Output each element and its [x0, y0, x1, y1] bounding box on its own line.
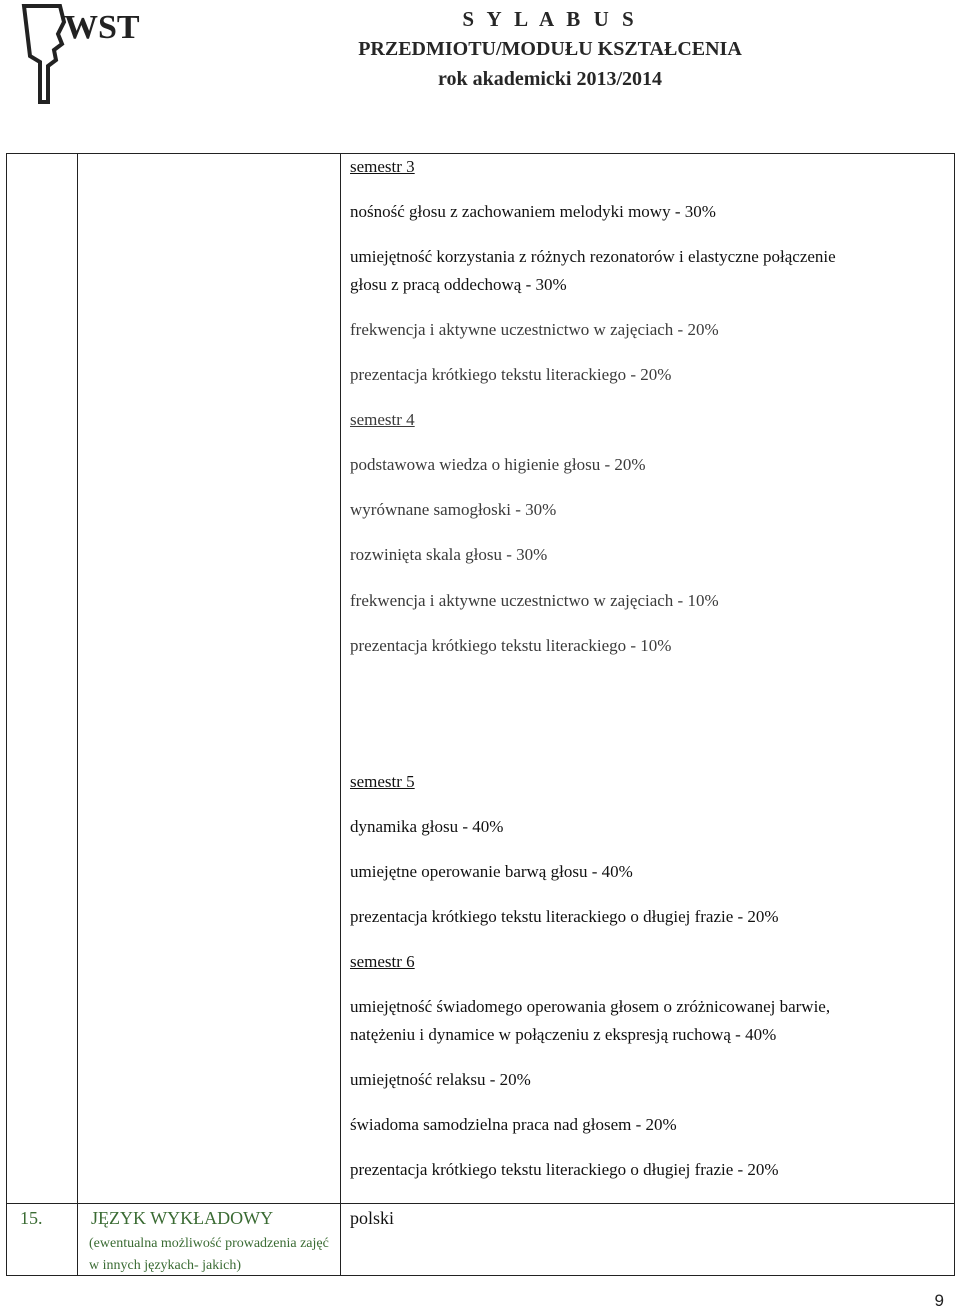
criterion-item: umiejętność korzystania z różnych rezonatorów i elastyczne połączenie — [350, 247, 836, 266]
header-subtitle: PRZEDMIOTU/MODUŁU KSZTAŁCENIA — [358, 38, 742, 60]
row-label: JĘZYK WYKŁADOWY — [91, 1208, 274, 1228]
semester-4-heading: semestr 4 — [350, 410, 415, 429]
row-sublabel: (ewentualna możliwość prowadzenia zajęć w innych językach- jakich) — [89, 1236, 329, 1273]
page-number: 9 — [934, 1291, 944, 1310]
criterion-item: frekwencja i aktywne uczestnictwo w zajęciach - 10% — [350, 591, 719, 610]
pwst-logo-icon — [18, 4, 140, 104]
criterion-item: frekwencja i aktywne uczestnictwo w zajęciach - 20% — [350, 320, 719, 339]
criterion-item: prezentacja krótkiego tekstu literackiego - 10% — [350, 636, 672, 655]
criterion-item: umiejętność świadomego operowania głosem o zróżnicowanej barwie, — [350, 997, 831, 1016]
row-number: 15. — [20, 1208, 43, 1228]
criterion-item: prezentacja krótkiego tekstu literackiego - 20% — [350, 365, 672, 384]
criterion-item: natężeniu i dynamice w połączeniu z ekspresją ruchową - 40% — [350, 1025, 777, 1044]
criterion-item: głosu z pracą oddechową - 30% — [350, 275, 567, 294]
criterion-item: prezentacja krótkiego tekstu literackiego o długiej frazie - 20% — [350, 1160, 779, 1179]
criterion-item: wyrównane samogłoski - 30% — [350, 500, 557, 519]
document-header — [270, 6, 830, 94]
header-title: S Y L A B U S — [462, 7, 638, 31]
table-divider — [77, 154, 78, 1275]
header-academic-year: rok akademicki 2013/2014 — [437, 68, 663, 90]
criterion-item: umiejętność relaksu - 20% — [350, 1070, 531, 1089]
criterion-item: nośność głosu z zachowaniem melodyki mowy - 30% — [350, 202, 716, 221]
criterion-item: dynamika głosu - 40% — [350, 817, 504, 836]
criterion-item: umiejętne operowanie barwą głosu - 40% — [350, 862, 633, 881]
svg-text:WST: WST — [64, 9, 140, 46]
semester-6-heading: semestr 6 — [350, 952, 415, 971]
semester-5-heading: semestr 5 — [350, 772, 415, 791]
criterion-item: rozwinięta skala głosu - 30% — [350, 545, 548, 564]
semester-3-heading: semestr 3 — [350, 157, 415, 176]
table-row-divider — [7, 1203, 954, 1204]
row-value: polski — [350, 1208, 395, 1228]
criterion-item: prezentacja krótkiego tekstu literackiego o długiej frazie - 20% — [350, 907, 779, 926]
table-divider — [340, 154, 341, 1275]
criterion-item: podstawowa wiedza o higienie głosu - 20% — [350, 455, 646, 474]
criterion-item: świadoma samodzielna praca nad głosem - 20% — [350, 1115, 677, 1134]
syllabus-table — [6, 153, 955, 1276]
